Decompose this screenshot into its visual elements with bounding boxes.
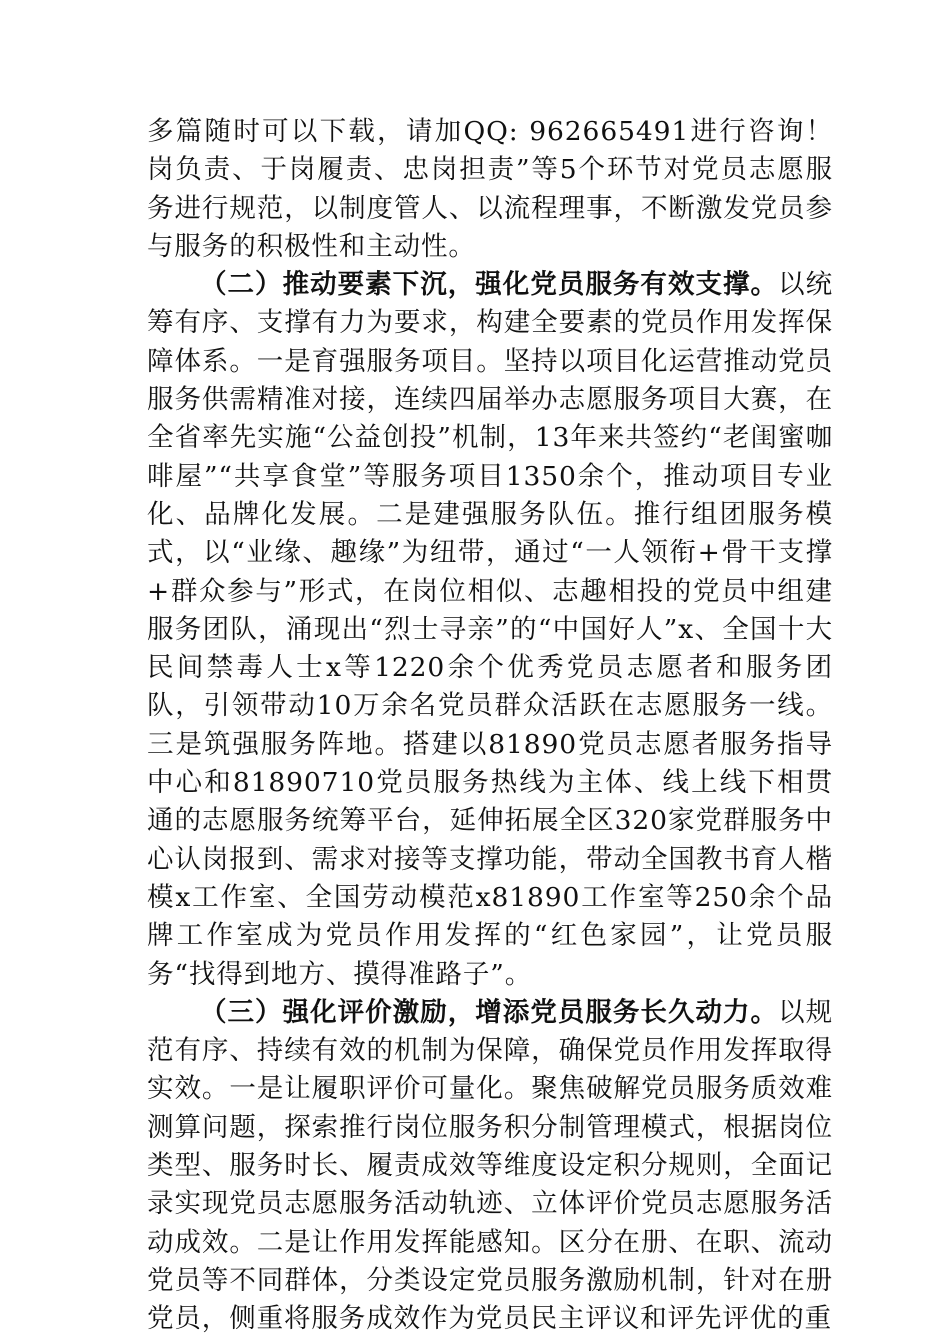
paragraph-text: 多篇随时可以下载，请加QQ: 962665491进行咨询！岗负责、于岗履责、忠岗担责”等5个环节对党员志愿服务进行规范，以制度管人、以流程理事，不断激发党员参与服务的积极性和主动性。 <box>147 116 833 262</box>
section-body-2: 以统筹有序、支撑有力为要求，构建全要素的党员作用发挥保障体系。一是育强服务项目。坚持以项目化运营推动党员服务供需精准对接，连续四届举办志愿服务项目大赛，在全省率先实施“公益创投”机制，13年来共签约“老闺蜜咖啡屋”“共享食堂”等服务项目1350余个，推动项目专业化、品牌化发展。二是建强服务队伍。推行组团服务模式，以“业缘、趣缘”为纽带，通过“一人领衔+骨干支撑+群众参与”形式，在岗位相似、志趣相投的党员中组建服务团队，涌现出“烈士寻亲”的“中国好人”x、全国十大民间禁毒人士x等1220余个优秀党员志愿者和服务团队，引领带动10万余名党员群众活跃在志愿服务一线。三是筑强服务阵地。搭建以81890党员志愿者服务指导中心和81890710党员服务热线为主体、线上线下相贯通的志愿服务统筹平台，延伸拓展全区320家党群服务中心认岗报到、需求对接等支撑功能，带动全国教书育人楷模x工作室、全国劳动模范x81890工作室等250余个品牌工作室成为党员作用发挥的“红色家园”，让党员服务“找得到地方、摸得准路子”。 <box>147 269 833 990</box>
document-body <box>147 113 833 1339</box>
paragraph-continuation <box>147 113 833 266</box>
section-heading-3: （三）强化评价激励，增添党员服务长久动力。 <box>200 996 779 1028</box>
section-body-3: 以规范有序、持续有效的机制为保障，确保党员作用发挥取得实效。一是让履职评价可量化。聚焦破解党员服务质效难测算问题，探索推行岗位服务积分制管理模式，根据岗位类型、服务时长、履责成效等维度设定积分规则，全面记录实现党员志愿服务活动轨迹、立体评价党员志愿服务活动成效。二是让作用发挥能感知。区分在册、在职、流动党员等不同群体，分类设定党员服务激励机制，针对在册党员，侧重将服务成效作为党员民主评议和评先评优的重 <box>147 996 833 1335</box>
section-heading-2: （二）推动要素下沉，强化党员服务有效支撑。 <box>200 269 779 301</box>
paragraph-section-2 <box>147 266 833 994</box>
paragraph-section-3 <box>147 994 833 1339</box>
